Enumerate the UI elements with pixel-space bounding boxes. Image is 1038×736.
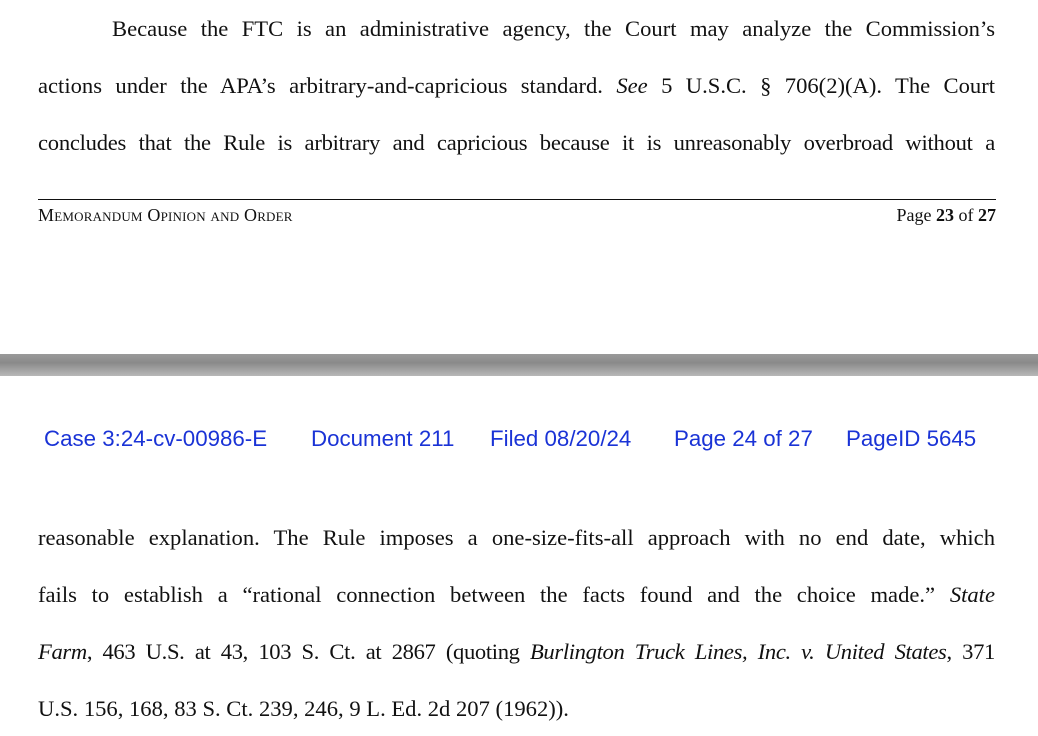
case-name-state: State xyxy=(949,582,995,607)
paragraph-line-2 xyxy=(38,57,995,114)
paragraph-line-4: U.S. 156, 168, 83 S. Ct. 239, 246, 9 L. Ed. 2d 207 (1962)). xyxy=(38,696,569,721)
page-23-paragraph xyxy=(38,0,995,171)
case-name-farm: Farm xyxy=(38,639,87,664)
page-24-paragraph xyxy=(38,509,995,736)
case-header xyxy=(44,424,1004,454)
see-signal: See xyxy=(616,73,648,98)
footer-current-page: 23 xyxy=(936,205,954,225)
page-23 xyxy=(0,0,1038,354)
filed-date: Filed 08/20/24 xyxy=(490,426,632,451)
paragraph-line-2: fails to establish a “rational connection between the facts found and the choice made.” State xyxy=(38,582,995,607)
paragraph-line-1: reasonable explanation. The Rule imposes a one-size-fits-all approach with no end date, which xyxy=(38,525,995,550)
header-page-number: Page 24 of 27 xyxy=(674,426,813,451)
paragraph-line-3: concludes that the Rule is arbitrary and capricious because it is unreasonably overbroad without a xyxy=(38,130,995,155)
line-2-citation: 5 U.S.C. § 706(2)(A). The Court xyxy=(647,73,995,98)
page-id: PageID 5645 xyxy=(846,426,977,451)
footer-divider xyxy=(38,199,996,200)
page-footer xyxy=(38,203,996,227)
footer-total-pages: 27 xyxy=(978,205,996,225)
footer-title: Memorandum Opinion and Order xyxy=(38,205,293,225)
page-separator xyxy=(0,354,1038,376)
case-name-burlington: Burlington Truck Lines, Inc. v. United States xyxy=(529,639,947,664)
footer-page-number: Page 23 of 27 xyxy=(896,205,996,225)
line-2-start: actions under the APA’s arbitrary-and-capricious standard. xyxy=(38,73,617,98)
document-number: Document 211 xyxy=(311,426,455,451)
case-number: Case 3:24-cv-00986-E xyxy=(44,426,268,451)
paragraph-line-1: Because the FTC is an administrative agency, the Court may analyze the Commission’s xyxy=(112,16,995,41)
paragraph-line-3: Farm, 463 U.S. at 43, 103 S. Ct. at 2867 (quoting Burlington Truck Lines, Inc. v. United States, 371 xyxy=(38,639,995,664)
